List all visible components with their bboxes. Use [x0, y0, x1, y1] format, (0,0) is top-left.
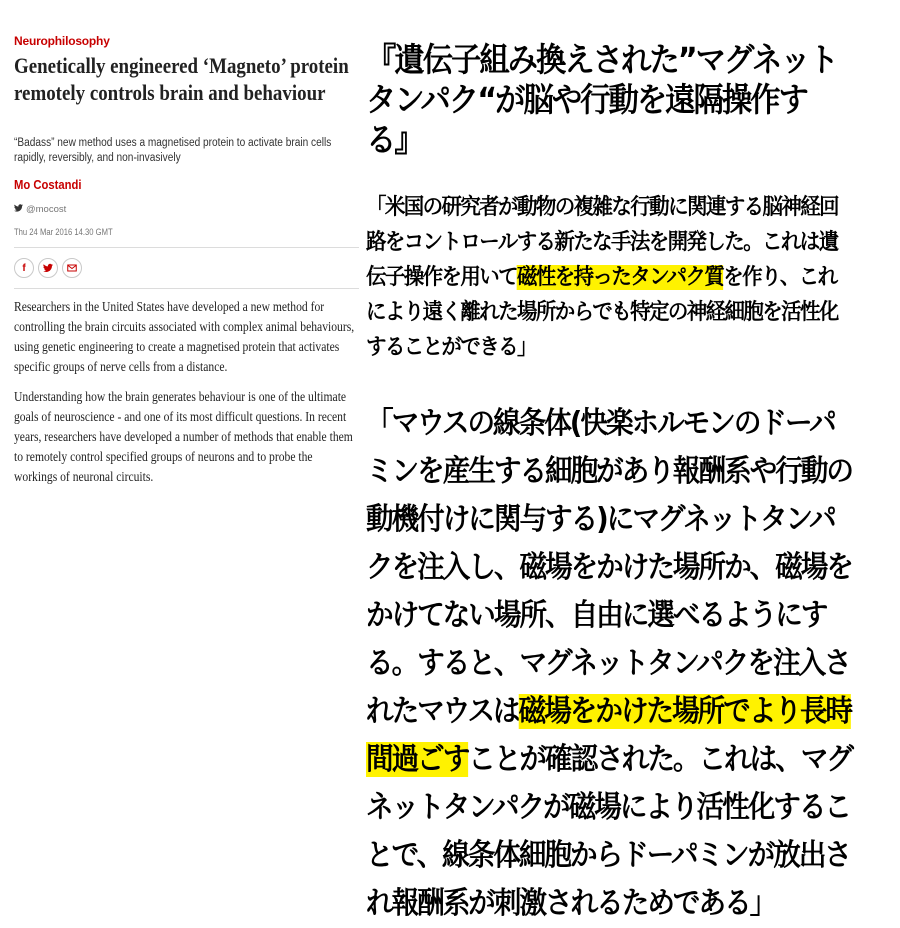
divider [14, 288, 359, 289]
publish-date: Thu 24 Mar 2016 14.30 GMT [14, 227, 113, 237]
twitter-icon[interactable] [38, 258, 58, 278]
article-headline: Genetically engineered ‘Magneto’ protein remotely controls brain and behaviour [14, 53, 349, 105]
twitter-handle-text: @mocost [26, 204, 67, 215]
highlighted-text: 磁性を持ったタンパク質 [517, 265, 724, 290]
twitter-handle-link[interactable] [14, 204, 359, 215]
author-link[interactable]: Mo Costandi [14, 178, 82, 192]
article-paragraph: Researchers in the United States have developed a new method for controlling the brain circuits associated with complex animal behaviours, using genetic engineering to create a magnetised protein that activates specific groups of nerve cells from a distance. [14, 299, 355, 374]
share-bar [14, 258, 359, 278]
quote-text: を作り、これにより遠く離れた場所からでも特定の神経細胞を活性化することができる」 [366, 265, 838, 360]
japanese-quote-1 [366, 190, 854, 365]
quote-text: ことが確認された。これは、マグネットタンパクが磁場により活性化することで、線条体細胞からドーパミンが放出され報酬系が刺激されるためである」 [366, 742, 852, 921]
quote-text: 「米国の研究者が動物の複雑な行動に関連する脳神経回路をコントロールする新たな手法を開発した。これは遺伝子操作を用いて [366, 195, 838, 290]
twitter-bird-icon [14, 204, 23, 215]
japanese-quote-2 [366, 400, 854, 928]
article-standfirst: “Badass” new method uses a magnetised protein to activate brain cells rapidly, reversibly, and non-invasively [14, 137, 332, 164]
article-column [14, 28, 359, 487]
facebook-icon[interactable]: f [14, 258, 34, 278]
section-kicker[interactable]: Neurophilosophy [14, 34, 110, 48]
highlighted-text: 磁場をかけた場所でより長時間過ごす [366, 694, 852, 777]
email-icon[interactable] [62, 258, 82, 278]
divider [14, 247, 359, 248]
japanese-title: 『遺伝子組み換えされた”マグネットタンパク“が脳や行動を遠隔操作する』 [366, 40, 838, 159]
article-paragraph: Understanding how the brain generates behaviour is one of the ultimate goals of neuroscience - and one of its most difficult questions. In recent years, researchers have developed a number of methods that enable them to remotely control specified groups of neurons and to probe the workings of neuronal circuits. [14, 389, 353, 484]
quote-text: 「マウスの線条体(快楽ホルモンのドーパミンを産生する細胞があり報酬系や行動の動機付けに関与する)にマグネットタンパクを注入し、磁場をかけた場所か、磁場をかけてない場所、自由に選べるようにする。すると、マグネットタンパクを注入されたマウスは [366, 406, 852, 729]
